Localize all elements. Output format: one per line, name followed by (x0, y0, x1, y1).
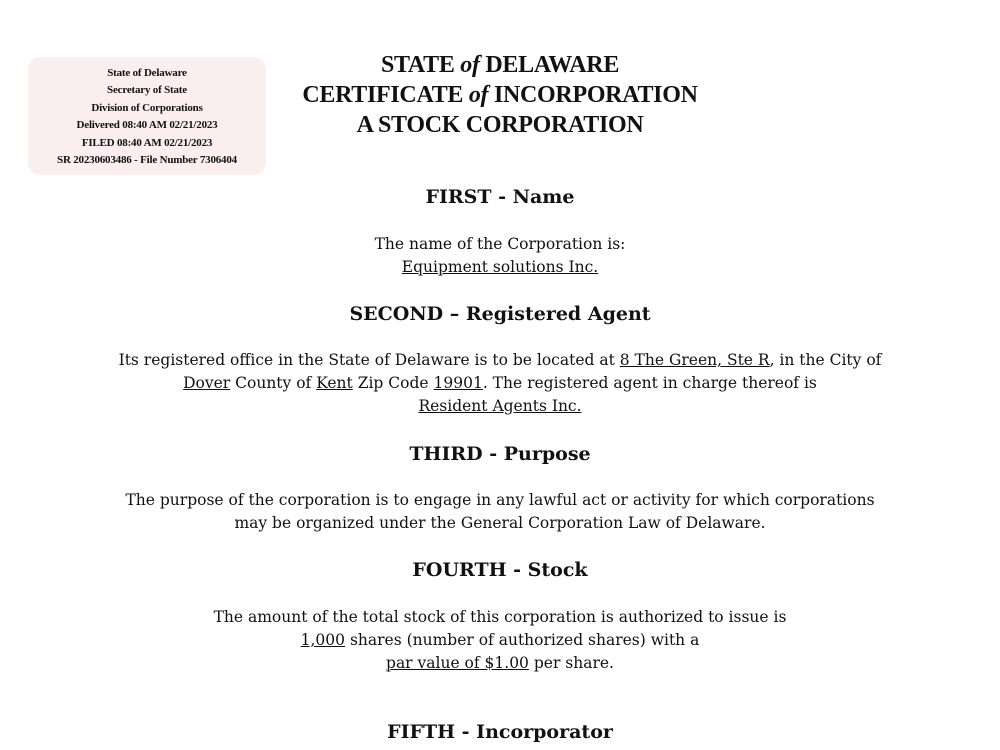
fourth-heading: FOURTH - Stock (412, 559, 588, 581)
title-line-1 (250, 50, 750, 80)
county: Kent (316, 374, 353, 392)
title-of: of (460, 52, 480, 78)
second-body (0, 349, 1000, 418)
body-text: shares (number of authorized shares) with a (345, 631, 700, 649)
first-line: The name of the Corporation is: (374, 235, 626, 253)
title-text: CERTIFICATE (302, 82, 469, 108)
filing-stamp (28, 57, 266, 175)
third-heading: THIRD - Purpose (409, 443, 591, 465)
body-text: Zip Code (352, 374, 434, 392)
stamp-line-file-number: SR 20230603486 - File Number 7306404 (57, 154, 237, 167)
stamp-line-secretary: Secretary of State (107, 84, 187, 97)
first-heading: FIRST - Name (425, 186, 575, 208)
registered-agent: Resident Agents Inc. (418, 397, 582, 415)
par-value: par value of $1.00 (386, 654, 529, 672)
fifth-heading: FIFTH - Incorporator (387, 721, 613, 743)
title-of: of (468, 82, 489, 108)
share-count: 1,000 (300, 631, 346, 649)
body-text: County of (230, 374, 317, 392)
city: Dover (183, 374, 231, 392)
stamp-line-filed: FILED 08:40 AM 02/21/2023 (81, 136, 213, 149)
third-line-2: may be organized under the General Corporation Law of Delaware. (234, 514, 766, 532)
second-line-2 (0, 372, 1000, 395)
body-text: per share. (528, 654, 614, 672)
body-text: . The registered agent in charge thereof is (482, 374, 817, 392)
title-line-3: A STOCK CORPORATION (356, 112, 644, 138)
title-line-2 (250, 80, 750, 110)
body-text: Its registered office in the State of Delaware is to be located at (118, 351, 620, 369)
street-address: 8 The Green, Ste R (619, 351, 770, 369)
fourth-line-1: The amount of the total stock of this corporation is authorized to issue is (213, 608, 787, 626)
corp-name-line (0, 256, 1000, 279)
title-text: STATE (380, 52, 461, 78)
fourth-line-2 (0, 629, 1000, 652)
title-text: DELAWARE (479, 52, 620, 78)
fourth-body (0, 606, 1000, 675)
second-heading: SECOND – Registered Agent (349, 303, 651, 325)
corporation-name: Equipment solutions Inc. (401, 258, 599, 276)
body-text: , in the City of (769, 351, 882, 369)
third-body (0, 489, 1000, 535)
stamp-line-division: Division of Corporations (91, 101, 203, 114)
third-line-1: The purpose of the corporation is to engage in any lawful act or activity for which corporations (125, 491, 875, 509)
stamp-line-delivered: Delivered 08:40 AM 02/21/2023 (76, 119, 218, 132)
zip-code: 19901 (433, 374, 483, 392)
stamp-line-state: State of Delaware (107, 67, 187, 79)
second-line-1 (0, 349, 1000, 372)
fourth-line-3 (0, 652, 1000, 675)
first-body (0, 233, 1000, 279)
title-text: INCORPORATION (488, 82, 698, 108)
document-title (250, 50, 750, 140)
second-line-3 (0, 395, 1000, 418)
